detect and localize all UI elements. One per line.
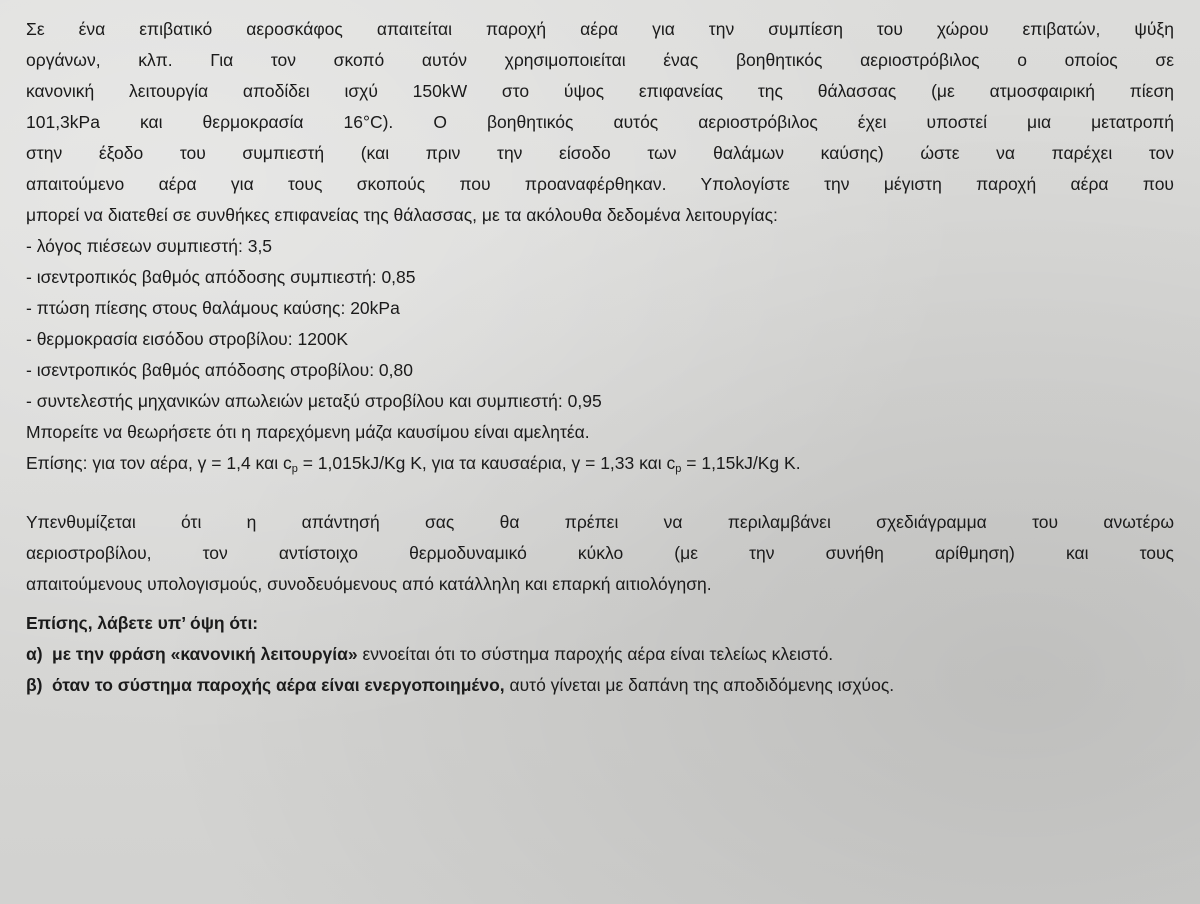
problem-line: μπορεί να διατεθεί σε συνθήκες επιφανείας της θάλασσας, με τα ακόλουθα δεδομένα λειτουργίας: — [26, 205, 778, 225]
note-marker: β) — [26, 675, 43, 695]
gas-properties-text: = 1,015kJ/Kg K, για τα καυσαέρια, γ = 1,33 και c — [297, 453, 676, 473]
note-item — [26, 670, 1174, 701]
problem-line: στην έξοδο του συμπιεστή (και πριν την είσοδο των θαλάμων καύσης) ώστε να παρέχει τον — [26, 143, 1174, 163]
note-bold-text: με την φράση «κανονική λειτουργία» — [52, 644, 358, 664]
fuel-note: Μπορείτε να θεωρήσετε ότι η παρεχόμενη μάζα καυσίμου είναι αμελητέα. — [26, 422, 590, 442]
list-item: - ισεντροπικός βαθμός απόδοσης στροβίλου: 0,80 — [26, 360, 413, 380]
problem-line: 101,3kPa και θερμοκρασία 16°C). Ο βοηθητικός αυτός αεριοστρόβιλος έχει υποστεί μια μετατροπή — [26, 112, 1174, 132]
notes-heading-text: Επίσης, λάβετε υπ’ όψη ότι: — [26, 613, 259, 633]
problem-line: οργάνων, κλπ. Για τον σκοπό αυτόν χρησιμοποιείται ένας βοηθητικός αεριοστρόβιλος ο οποίος σε — [26, 50, 1174, 70]
note-bold-text: όταν το σύστημα παροχής αέρα είναι ενεργοποιημένο, — [52, 675, 505, 695]
note-text — [52, 670, 1174, 701]
gas-properties-text: = 1,15kJ/Kg K. — [681, 453, 801, 473]
note-text — [52, 639, 1174, 670]
list-item: - λόγος πιέσεων συμπιεστή: 3,5 — [26, 236, 273, 256]
list-item: - συντελεστής μηχανικών απωλειών μεταξύ στροβίλου και συμπιεστή: 0,95 — [26, 391, 602, 411]
subscript: p — [291, 463, 298, 475]
note-marker: α) — [26, 644, 43, 664]
gas-properties — [26, 448, 1174, 485]
reminder-line: Υπενθυμίζεται ότι η απάντησή σας θα πρέπει να περιλαμβάνει σχεδιάγραμμα του ανωτέρω — [26, 512, 1174, 532]
list-item: - πτώση πίεσης στους θαλάμους καύσης: 20kPa — [26, 298, 400, 318]
problem-line: απαιτούμενο αέρα για τους σκοπούς που προαναφέρθηκαν. Υπολογίστε την μέγιστη παροχή αέρα που — [26, 174, 1174, 194]
notes-heading — [26, 608, 1174, 639]
note-rest-text: αυτό γίνεται με δαπάνη της αποδιδόμενης ισχύος. — [504, 675, 895, 695]
subscript: p — [675, 463, 682, 475]
problem-line: Σε ένα επιβατικό αεροσκάφος απαιτείται παροχή αέρα για την συμπίεση του χώρου επιβατών, ψύξη — [26, 19, 1174, 39]
reminder-line: απαιτούμενους υπολογισμούς, συνοδευόμενους από κατάλληλη και επαρκή αιτιολόγηση. — [26, 574, 712, 594]
note-item — [26, 639, 1174, 670]
note-rest-text: εννοείται ότι το σύστημα παροχής αέρα είναι τελείως κλειστό. — [357, 644, 834, 664]
problem-statement — [26, 14, 1174, 231]
reminder-line: αεριοστροβίλου, τον αντίστοιχο θερμοδυναμικό κύκλο (με την συνήθη αρίθμηση) και τους — [26, 543, 1174, 563]
operating-data-list — [26, 231, 1174, 417]
problem-line: κανονική λειτουργία αποδίδει ισχύ 150kW στο ύψος επιφανείας της θάλασσας (με ατμοσφαιρική πίεση — [26, 81, 1174, 101]
list-item: - ισεντροπικός βαθμός απόδοσης συμπιεστή: 0,85 — [26, 267, 416, 287]
reminder-paragraph — [26, 507, 1174, 600]
list-item: - θερμοκρασία εισόδου στροβίλου: 1200K — [26, 329, 349, 349]
gas-properties-text: Επίσης: για τον αέρα, γ = 1,4 και c — [26, 453, 292, 473]
notes-list — [26, 639, 1174, 701]
